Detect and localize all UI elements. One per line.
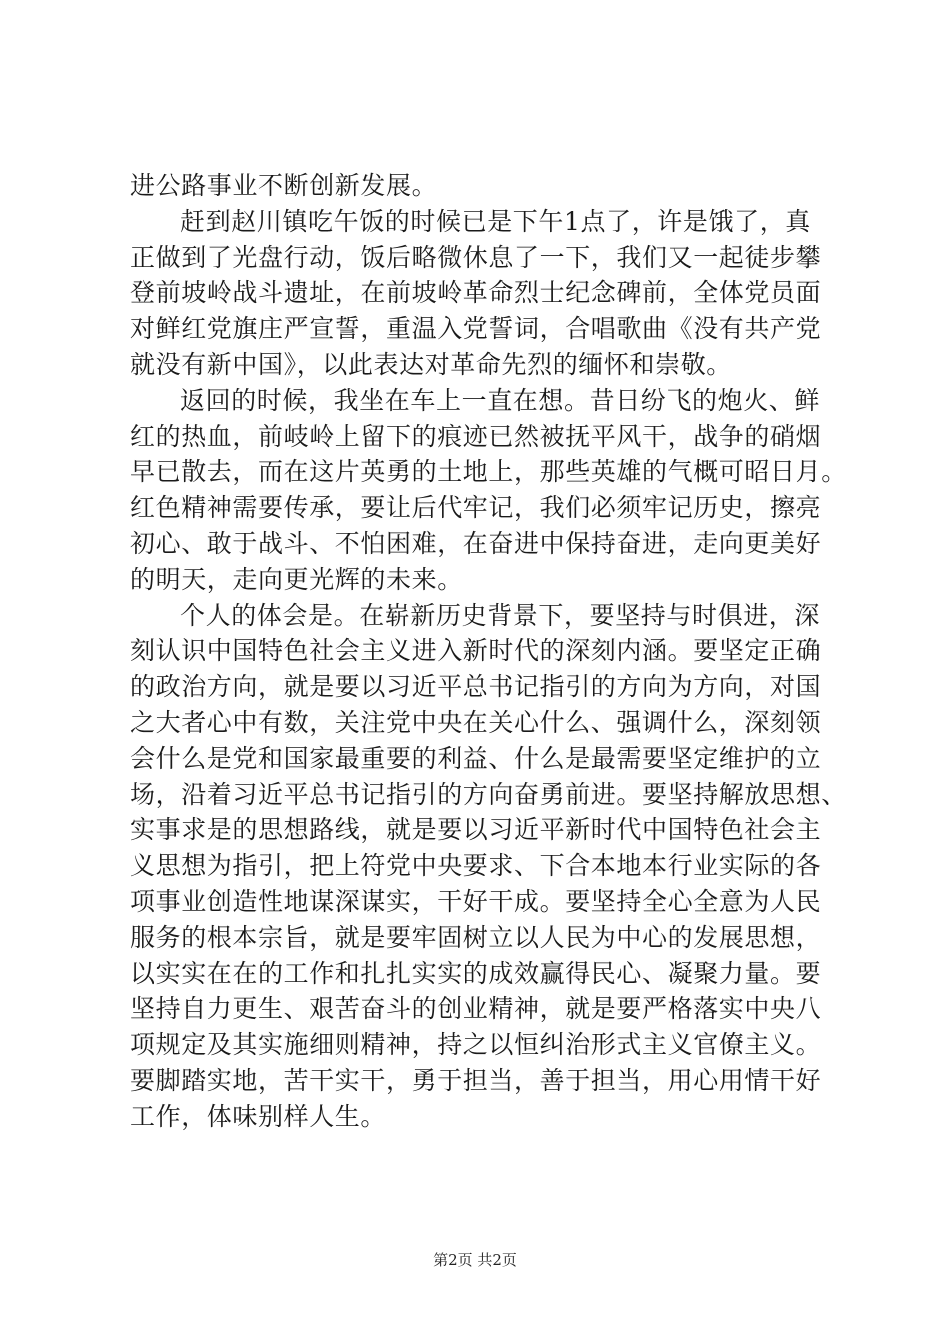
text-line: 正做到了光盘行动，饭后略微休息了一下，我们又一起徒步攀 (130, 242, 822, 272)
text-line: 红的热血，前岐岭上留下的痕迹已然被抚平风干，战争的硝烟 (130, 421, 822, 451)
page-footer: 第2页 共2页 (433, 1251, 517, 1269)
text-line: 进公路事业不断创新发展。 (130, 171, 438, 200)
text-line: 返回的时候，我坐在车上一直在想。昔日纷飞的炮火、鲜 (180, 385, 821, 415)
text-line: 红色精神需要传承，要让后代牢记，我们必须牢记历史，擦亮 (130, 493, 822, 523)
text-line: 初心、敢于战斗、不怕困难，在奋进中保持奋进，走向更美好 (130, 528, 822, 558)
text-line: 场，沿着习近平总书记指引的方向奋勇前进。要坚持解放思想、 (130, 779, 847, 809)
text-line: 坚持自力更生、艰苦奋斗的创业精神，就是要严格落实中央八 (130, 994, 822, 1024)
text-line: 登前坡岭战斗遗址，在前坡岭革命烈士纪念碑前，全体党员面 (130, 278, 822, 308)
text-line: 会什么是党和国家最重要的利益、什么是最需要坚定维护的立 (130, 743, 822, 773)
text-line: 的政治方向，就是要以习近平总书记指引的方向为方向，对国 (130, 672, 822, 702)
text-line: 就没有新中国》，以此表达对革命先烈的缅怀和崇敬。 (130, 349, 732, 379)
text-line: 赶到赵川镇吃午饭的时候已是下午1点了，许是饿了，真 (180, 206, 811, 236)
document-body (130, 168, 847, 1135)
text-line: 要脚踏实地，苦干实干，勇于担当，善于担当，用心用情干好 (130, 1065, 822, 1095)
text-line: 早已散去，而在这片英勇的土地上，那些英雄的气概可昭日月。 (130, 457, 847, 487)
text-line: 服务的根本宗旨，就是要牢固树立以人民为中心的发展思想， (130, 922, 822, 952)
text-line: 义思想为指引，把上符党中央要求、下合本地本行业实际的各 (130, 851, 822, 881)
text-line: 项事业创造性地谋深谋实，干好干成。要坚持全心全意为人民 (130, 886, 822, 916)
text-line: 个人的体会是。在崭新历史背景下，要坚持与时俱进，深 (180, 600, 821, 630)
text-line: 刻认识中国特色社会主义进入新时代的深刻内涵。要坚定正确 (130, 636, 822, 666)
text-line: 之大者心中有数，关注党中央在关心什么、强调什么，深刻领 (130, 707, 822, 737)
text-line: 以实实在在的工作和扎扎实实的成效赢得民心、凝聚力量。要 (130, 958, 822, 988)
text-line: 对鲜红党旗庄严宣誓，重温入党誓词，合唱歌曲《没有共产党 (130, 314, 822, 344)
text-line: 工作，体味别样人生。 (130, 1101, 387, 1131)
text-line: 的明天，走向更光辉的未来。 (130, 564, 463, 594)
text-line: 项规定及其实施细则精神，持之以恒纠治形式主义官僚主义。 (130, 1030, 822, 1060)
text-line: 实事求是的思想路线，就是要以习近平新时代中国特色社会主 (130, 815, 822, 845)
